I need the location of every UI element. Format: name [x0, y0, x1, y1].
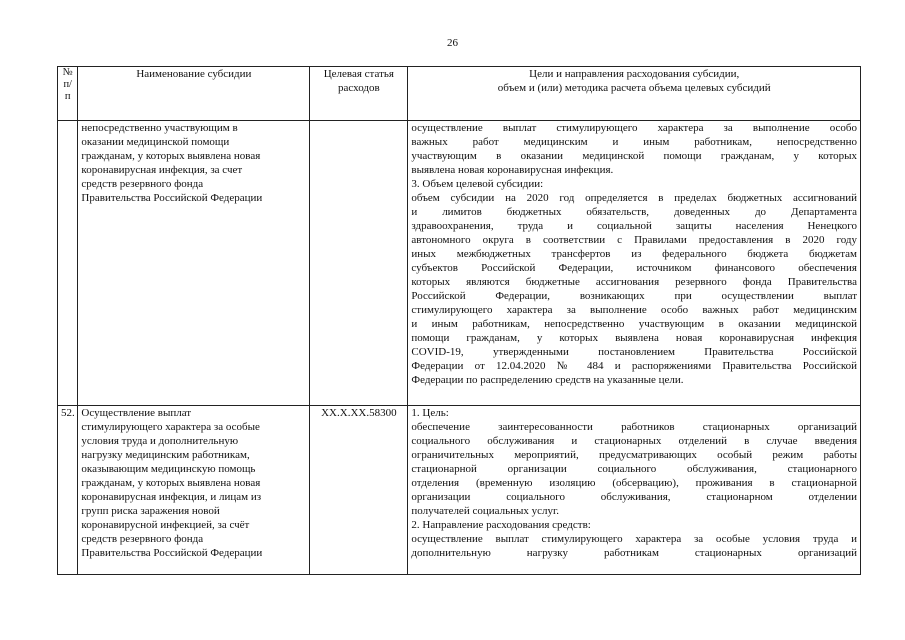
target-article-code: ХХ.Х.ХХ.58300: [310, 406, 408, 575]
name-line: нагрузку медицинским работникам,: [81, 449, 250, 461]
description-line: отделения (временную изоляцию (обсервацию), проживания в стационарной: [411, 477, 857, 489]
table-row: [58, 406, 861, 575]
description-line: ограничительных мероприятий, предусматривающих особый режим работы: [411, 449, 857, 461]
header-subsidy-name: Наименование субсидии: [78, 67, 310, 121]
description-line: Федерации по распределению средств на указанные цели.: [411, 374, 684, 386]
description-line: осуществление выплат стимулирующего характера за особые условия труда и: [411, 533, 857, 545]
description-line: автономного округа в соответствии с Правилами предоставления в 2020 году: [411, 234, 857, 246]
description-line: организации социального обслуживания, стационарном отделении: [411, 491, 857, 503]
subsidy-description: [408, 121, 861, 406]
description-line: получателей социальных услуг.: [411, 505, 560, 517]
description-line: Российской Федерации, возникающих при осуществлении выплат: [411, 290, 857, 302]
header-number-line: п: [64, 91, 71, 102]
header-target-article-line: расходов: [338, 82, 380, 94]
description-line: Федерации от 12.04.2020 № 484 и распоряжениями Правительства Российской: [411, 360, 857, 372]
subsidy-table: [57, 66, 861, 575]
header-number: [58, 67, 78, 121]
description-line: COVID-19, утвержденными постановлением Правительства Российской: [411, 346, 857, 358]
name-line: Осуществление выплат: [81, 407, 192, 419]
description-line: социального обслуживания и стационарных отделений в случае введения: [411, 435, 857, 447]
name-line: Правительства Российской Федерации: [81, 547, 263, 559]
description-line: иных межбюджетных трансфертов из федерального бюджета бюджетам: [411, 248, 857, 260]
description-line: дополнительную нагрузку работникам стационарных организаций: [411, 547, 857, 559]
table-row: [58, 121, 861, 406]
subsidy-name: [78, 406, 310, 575]
description-line: участвующим в оказании медицинской помощи гражданам, у которых: [411, 150, 857, 162]
description-line: субъектов Российской Федерации, источником финансового обеспечения: [411, 262, 857, 274]
description-line: 2. Направление расходования средств:: [411, 519, 591, 531]
description-line: важных работ медицинским и иным работникам, непосредственно: [411, 136, 857, 148]
description-line: обеспечение заинтересованности работников стационарных организаций: [411, 421, 857, 433]
table-header-row: [58, 67, 861, 121]
header-goals-line: Цели и направления расходования субсидии,: [529, 68, 740, 80]
header-number-line: №: [62, 67, 73, 78]
subsidy-description: [408, 406, 861, 575]
row-number: [58, 121, 78, 406]
target-article-code: [310, 121, 408, 406]
description-line: помощи гражданам, у которых выявлена новая коронавирусная инфекция: [411, 332, 857, 344]
description-line: осуществление выплат стимулирующего характера за выполнение особо: [411, 122, 857, 134]
description-line: здравоохранения, труда и социальной защиты населения Ненецкого: [411, 220, 857, 232]
description-line: стационарной организации социального обслуживания, стационарного: [411, 463, 857, 475]
description-line: стимулирующего характера за выполнение особо важных работ медицинским: [411, 304, 857, 316]
header-number-line: п/: [63, 79, 72, 90]
page-number: 26: [447, 37, 458, 49]
description-line: выявлена новая коронавирусная инфекция.: [411, 164, 614, 176]
description-line: и иным работникам, непосредственно участвующим в оказании медицинской: [411, 318, 857, 330]
name-line: оказании медицинской помощи: [81, 136, 230, 148]
description-line: 1. Цель:: [411, 407, 449, 419]
name-line: средств резервного фонда: [81, 178, 204, 190]
header-goals: [408, 67, 861, 121]
name-line: коронавирусной инфекцией, за счёт: [81, 519, 250, 531]
name-line: коронавирусная инфекция, и лицам из: [81, 491, 262, 503]
row-number: 52.: [58, 406, 78, 575]
name-line: средств резервного фонда: [81, 533, 204, 545]
name-line: коронавирусная инфекция, за счет: [81, 164, 243, 176]
name-line: гражданам, у которых выявлена новая: [81, 150, 261, 162]
description-line: и лимитов бюджетных обязательств, доведенных до Департамента: [411, 206, 857, 218]
name-line: Правительства Российской Федерации: [81, 192, 263, 204]
header-target-article: [310, 67, 408, 121]
subsidy-name: [78, 121, 310, 406]
name-line: стимулирующего характера за особые: [81, 421, 260, 433]
description-line: 3. Объем целевой субсидии:: [411, 178, 544, 190]
name-line: оказывающим медицинскую помощь: [81, 463, 256, 475]
name-line: непосредственно участвующим в: [81, 122, 238, 134]
name-line: гражданам, у которых выявлена новая: [81, 477, 261, 489]
header-goals-line: объем и (или) методика расчета объема целевых субсидий: [497, 82, 771, 94]
description-line: объем субсидии на 2020 год определяется в пределах бюджетных ассигнований: [411, 192, 857, 204]
header-target-article-line: Целевая статья: [323, 68, 394, 80]
description-line: которых являются бюджетные ассигнования резервного фонда Правительства: [411, 276, 857, 288]
name-line: условия труда и дополнительную: [81, 435, 239, 447]
name-line: групп риска заражения новой: [81, 505, 220, 517]
